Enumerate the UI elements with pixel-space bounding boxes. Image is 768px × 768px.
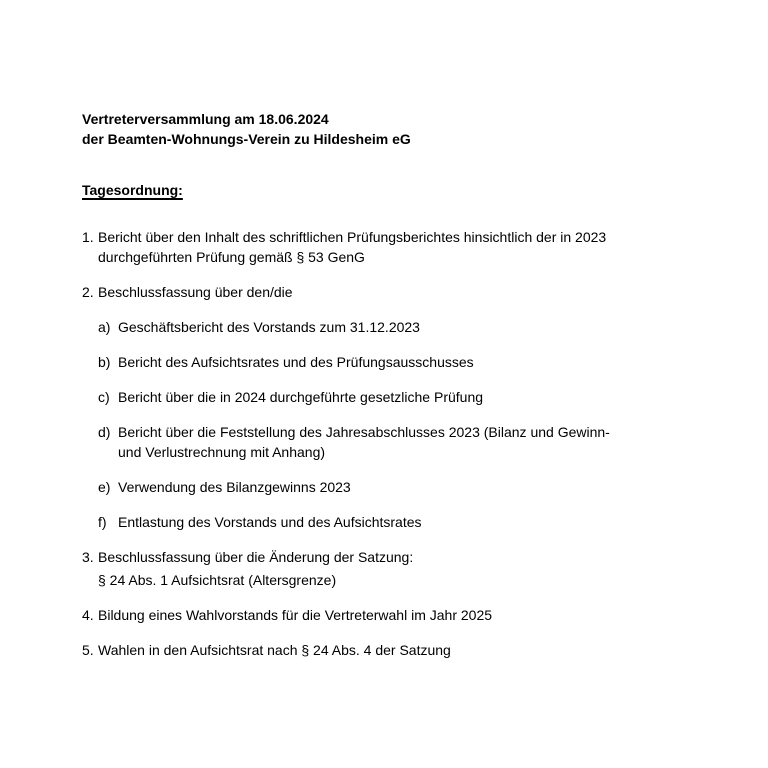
agenda-subitem-a-line-1: Geschäftsbericht des Vorstands zum 31.12.2023 <box>118 319 420 335</box>
agenda-heading: Tagesordnung: <box>82 182 183 198</box>
agenda-item-3-number: 3. <box>82 549 94 565</box>
agenda-item-5-number: 5. <box>82 642 94 658</box>
agenda-item-4 <box>82 605 678 625</box>
agenda-item-3-line-2: § 24 Abs. 1 Aufsichtsrat (Altersgrenze) <box>98 572 337 588</box>
agenda-item-3 <box>82 547 678 590</box>
agenda-subitem-c-line-1: Bericht über die in 2024 durchgeführte gesetzliche Prüfung <box>118 389 484 405</box>
agenda-item-2-number: 2. <box>82 284 94 300</box>
agenda-subitem-f <box>98 512 676 532</box>
agenda-item-1-number: 1. <box>82 229 94 245</box>
agenda-item-5-line-1: Wahlen in den Aufsichtsrat nach § 24 Abs. 4 der Satzung <box>98 642 451 658</box>
agenda-item-4-number: 4. <box>82 607 94 623</box>
agenda-item-2-line-1: Beschlussfassung über den/die <box>98 284 293 300</box>
agenda-subitem-a <box>98 317 676 337</box>
document-title-line-1: Vertreterversammlung am 18.06.2024 <box>82 111 329 127</box>
agenda-subitem-b-letter: b) <box>98 354 111 370</box>
agenda-subitem-f-line-1: Entlastung des Vorstands und des Aufsichtsrates <box>118 514 422 530</box>
agenda-item-3-line-1: Beschlussfassung über die Änderung der Satzung: <box>98 549 414 565</box>
agenda-list <box>82 227 678 660</box>
agenda-subitem-a-letter: a) <box>98 319 111 335</box>
agenda-item-5 <box>82 640 678 660</box>
agenda-subitem-d-body <box>118 422 676 462</box>
agenda-item-1-line-2: durchgeführten Prüfung gemäß § 53 GenG <box>98 249 365 265</box>
agenda-subitem-d-line-1: Bericht über die Feststellung des Jahresabschlusses 2023 (Bilanz und Gewinn- <box>118 424 610 440</box>
agenda-item-2 <box>82 282 678 532</box>
agenda-subitem-c-body <box>118 387 676 407</box>
agenda-item-4-line-1: Bildung eines Wahlvorstands für die Vertreterwahl im Jahr 2025 <box>98 607 493 623</box>
agenda-item-1 <box>82 227 678 267</box>
agenda-subitem-e-body <box>118 477 676 497</box>
agenda-subitem-d <box>98 422 676 462</box>
agenda-subitem-c-letter: c) <box>98 389 110 405</box>
agenda-subitem-d-letter: d) <box>98 424 111 440</box>
agenda-subitem-d-line-2: und Verlustrechnung mit Anhang) <box>118 444 326 460</box>
agenda-item-2-subitems <box>98 317 676 532</box>
agenda-item-1-body <box>98 227 676 267</box>
agenda-subitem-c <box>98 387 676 407</box>
agenda-subitem-b <box>98 352 676 372</box>
agenda-subitem-e <box>98 477 676 497</box>
agenda-item-1-line-1: Bericht über den Inhalt des schriftlichen Prüfungsberichtes hinsichtlich der in 2023 <box>98 229 607 245</box>
agenda-item-2-body <box>98 282 676 532</box>
document-header <box>82 109 678 149</box>
agenda-subitem-e-letter: e) <box>98 479 111 495</box>
agenda-subitem-b-line-1: Bericht des Aufsichtsrates und des Prüfungsausschusses <box>118 354 474 370</box>
agenda-item-5-body <box>98 640 676 660</box>
agenda-item-3-body <box>98 547 676 590</box>
agenda-subitem-a-body <box>118 317 676 337</box>
agenda-subitem-f-letter: f) <box>98 514 107 530</box>
document-title-line-2: der Beamten-Wohnungs-Verein zu Hildesheim eG <box>82 131 411 147</box>
agenda-item-4-body <box>98 605 676 625</box>
agenda-subitem-e-line-1: Verwendung des Bilanzgewinns 2023 <box>118 479 351 495</box>
agenda-subitem-f-body <box>118 512 676 532</box>
agenda-subitem-b-body <box>118 352 676 372</box>
